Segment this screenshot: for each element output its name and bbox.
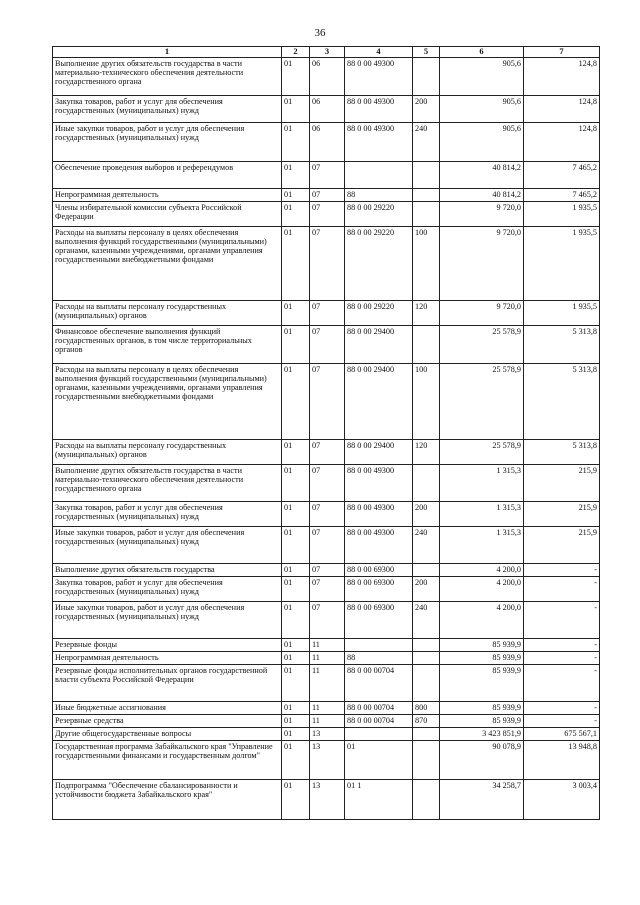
row-amount-2: 5 313,8 <box>524 363 600 439</box>
row-name: Непрограммная деятельность <box>53 188 282 201</box>
row-expense-type: 200 <box>413 501 440 526</box>
table-row <box>53 201 600 226</box>
row-expense-type <box>413 740 440 779</box>
row-amount-2: 215,9 <box>524 464 600 501</box>
row-amount-2: 215,9 <box>524 501 600 526</box>
row-section: 01 <box>282 439 310 464</box>
row-target-article: 01 1 <box>345 779 413 819</box>
table-row <box>53 576 600 601</box>
row-subsection: 07 <box>310 325 345 363</box>
row-amount: 905,6 <box>440 95 524 122</box>
row-section: 01 <box>282 651 310 664</box>
row-subsection: 07 <box>310 601 345 638</box>
row-target-article <box>345 727 413 740</box>
row-section: 01 <box>282 188 310 201</box>
row-subsection: 06 <box>310 122 345 161</box>
row-amount: 1 315,3 <box>440 464 524 501</box>
row-amount: 9 720,0 <box>440 201 524 226</box>
row-target-article: 88 0 00 49300 <box>345 464 413 501</box>
row-name: Другие общегосударственные вопросы <box>53 727 282 740</box>
row-amount: 4 200,0 <box>440 601 524 638</box>
row-amount: 85 939,9 <box>440 664 524 701</box>
row-expense-type: 100 <box>413 226 440 300</box>
row-expense-type: 200 <box>413 95 440 122</box>
row-amount-2: 215,9 <box>524 526 600 563</box>
column-header: 1 <box>53 47 282 58</box>
row-section: 01 <box>282 714 310 727</box>
row-amount: 40 814,2 <box>440 161 524 188</box>
row-amount-2: - <box>524 701 600 714</box>
row-name: Члены избирательной комиссии субъекта Российской Федерации <box>53 201 282 226</box>
row-section: 01 <box>282 664 310 701</box>
row-amount: 90 078,9 <box>440 740 524 779</box>
row-name: Выполнение других обязательств государства в части материально-технического обеспечения деятельности государственного органа <box>53 57 282 95</box>
row-amount: 905,6 <box>440 122 524 161</box>
row-amount-2: 3 003,4 <box>524 779 600 819</box>
column-header: 2 <box>282 47 310 58</box>
table-row <box>53 727 600 740</box>
row-amount-2: 1 935,5 <box>524 300 600 325</box>
row-subsection: 07 <box>310 201 345 226</box>
row-target-article: 88 0 00 49300 <box>345 95 413 122</box>
row-expense-type: 120 <box>413 439 440 464</box>
row-section: 01 <box>282 701 310 714</box>
row-target-article <box>345 161 413 188</box>
row-amount-2: 7 465,2 <box>524 161 600 188</box>
row-target-article: 88 0 00 29220 <box>345 300 413 325</box>
row-name: Выполнение других обязательств государства в части материально-технического обеспечения деятельности государственного органа <box>53 464 282 501</box>
table-row <box>53 95 600 122</box>
table-row <box>53 526 600 563</box>
row-target-article: 88 0 00 29400 <box>345 325 413 363</box>
row-amount-2: 1 935,5 <box>524 226 600 300</box>
column-header: 7 <box>524 47 600 58</box>
row-target-article: 01 <box>345 740 413 779</box>
row-target-article: 88 0 00 00704 <box>345 664 413 701</box>
row-target-article <box>345 638 413 651</box>
row-target-article: 88 0 00 69300 <box>345 601 413 638</box>
row-expense-type <box>413 727 440 740</box>
row-name: Иные закупки товаров, работ и услуг для обеспечения государственных (муниципальных) нужд <box>53 601 282 638</box>
row-amount: 9 720,0 <box>440 300 524 325</box>
row-amount-2: 124,8 <box>524 57 600 95</box>
row-amount: 905,6 <box>440 57 524 95</box>
row-name: Закупка товаров, работ и услуг для обеспечения государственных (муниципальных) нужд <box>53 501 282 526</box>
table-row <box>53 188 600 201</box>
row-expense-type <box>413 161 440 188</box>
column-header: 3 <box>310 47 345 58</box>
row-amount: 85 939,9 <box>440 714 524 727</box>
row-amount-2: - <box>524 601 600 638</box>
row-target-article: 88 0 00 69300 <box>345 576 413 601</box>
row-name: Иные закупки товаров, работ и услуг для обеспечения государственных (муниципальных) нужд <box>53 526 282 563</box>
row-amount-2: - <box>524 638 600 651</box>
row-amount-2: 5 313,8 <box>524 325 600 363</box>
row-subsection: 11 <box>310 714 345 727</box>
table-row <box>53 464 600 501</box>
row-section: 01 <box>282 325 310 363</box>
row-section: 01 <box>282 122 310 161</box>
row-target-article: 88 <box>345 651 413 664</box>
row-amount-2: 124,8 <box>524 95 600 122</box>
row-name: Государственная программа Забайкальского края "Управление государственными финансами и государственным долгом" <box>53 740 282 779</box>
row-expense-type <box>413 664 440 701</box>
row-amount: 1 315,3 <box>440 501 524 526</box>
row-amount: 4 200,0 <box>440 576 524 601</box>
row-name: Расходы на выплаты персоналу государственных (муниципальных) органов <box>53 300 282 325</box>
row-subsection: 11 <box>310 651 345 664</box>
row-amount: 34 258,7 <box>440 779 524 819</box>
row-amount: 1 315,3 <box>440 526 524 563</box>
row-expense-type: 240 <box>413 526 440 563</box>
row-expense-type <box>413 188 440 201</box>
row-subsection: 13 <box>310 740 345 779</box>
row-amount-2: 1 935,5 <box>524 201 600 226</box>
row-amount: 40 814,2 <box>440 188 524 201</box>
table-body <box>53 57 600 819</box>
row-expense-type <box>413 57 440 95</box>
row-name: Расходы на выплаты персоналу в целях обеспечения выполнения функций государственными (муниципальными) органами, казенными учреждениями, органами управления государственными внебюджетными фондами <box>53 363 282 439</box>
row-amount: 25 578,9 <box>440 363 524 439</box>
row-name: Расходы на выплаты персоналу в целях обеспечения выполнения функций государственными (муниципальными) органами, казенными учреждениями, органами управления государственными внебюджетными фондами <box>53 226 282 300</box>
row-name: Резервные фонды <box>53 638 282 651</box>
row-expense-type <box>413 464 440 501</box>
row-expense-type: 100 <box>413 363 440 439</box>
row-subsection: 07 <box>310 161 345 188</box>
row-section: 01 <box>282 501 310 526</box>
row-name: Иные бюджетные ассигнования <box>53 701 282 714</box>
row-amount: 4 200,0 <box>440 563 524 576</box>
row-section: 01 <box>282 95 310 122</box>
row-target-article: 88 0 00 49300 <box>345 526 413 563</box>
table-row <box>53 701 600 714</box>
row-name: Закупка товаров, работ и услуг для обеспечения государственных (муниципальных) нужд <box>53 576 282 601</box>
row-amount-2: 5 313,8 <box>524 439 600 464</box>
row-subsection: 07 <box>310 464 345 501</box>
row-amount-2: - <box>524 563 600 576</box>
row-target-article: 88 0 00 29220 <box>345 226 413 300</box>
row-section: 01 <box>282 638 310 651</box>
row-subsection: 11 <box>310 638 345 651</box>
table-row <box>53 122 600 161</box>
row-subsection: 07 <box>310 300 345 325</box>
table-row <box>53 779 600 819</box>
row-subsection: 07 <box>310 188 345 201</box>
row-section: 01 <box>282 363 310 439</box>
row-target-article: 88 0 00 69300 <box>345 563 413 576</box>
table-row <box>53 325 600 363</box>
row-amount-2: - <box>524 576 600 601</box>
table-row <box>53 664 600 701</box>
row-name: Финансовое обеспечение выполнения функций государственных органов, в том числе территориальных органов <box>53 325 282 363</box>
row-section: 01 <box>282 779 310 819</box>
row-amount-2: 675 567,1 <box>524 727 600 740</box>
row-expense-type <box>413 325 440 363</box>
row-target-article: 88 0 00 29400 <box>345 363 413 439</box>
table-row <box>53 601 600 638</box>
row-section: 01 <box>282 727 310 740</box>
header-row <box>53 47 600 58</box>
row-name: Иные закупки товаров, работ и услуг для обеспечения государственных (муниципальных) нужд <box>53 122 282 161</box>
row-target-article: 88 0 00 29220 <box>345 201 413 226</box>
row-subsection: 06 <box>310 57 345 95</box>
row-amount: 3 423 851,9 <box>440 727 524 740</box>
row-subsection: 07 <box>310 439 345 464</box>
column-header: 5 <box>413 47 440 58</box>
row-section: 01 <box>282 161 310 188</box>
row-target-article: 88 0 00 49300 <box>345 122 413 161</box>
row-section: 01 <box>282 57 310 95</box>
row-subsection: 13 <box>310 727 345 740</box>
row-amount-2: 124,8 <box>524 122 600 161</box>
table-row <box>53 161 600 188</box>
row-name: Резервные фонды исполнительных органов государственной власти субъекта Российской Федерации <box>53 664 282 701</box>
row-subsection: 07 <box>310 501 345 526</box>
table-row <box>53 714 600 727</box>
table-row <box>53 439 600 464</box>
row-subsection: 07 <box>310 226 345 300</box>
row-expense-type: 800 <box>413 701 440 714</box>
row-amount-2: - <box>524 714 600 727</box>
row-section: 01 <box>282 563 310 576</box>
row-expense-type <box>413 651 440 664</box>
row-expense-type <box>413 201 440 226</box>
table-row <box>53 501 600 526</box>
row-name: Обеспечение проведения выборов и референдумов <box>53 161 282 188</box>
table-row <box>53 563 600 576</box>
row-name: Резервные средства <box>53 714 282 727</box>
row-amount: 85 939,9 <box>440 651 524 664</box>
row-subsection: 13 <box>310 779 345 819</box>
row-expense-type <box>413 638 440 651</box>
row-subsection: 07 <box>310 576 345 601</box>
row-expense-type: 200 <box>413 576 440 601</box>
row-section: 01 <box>282 576 310 601</box>
row-amount-2: 7 465,2 <box>524 188 600 201</box>
row-amount-2: - <box>524 651 600 664</box>
row-expense-type: 240 <box>413 122 440 161</box>
row-target-article: 88 0 00 00704 <box>345 714 413 727</box>
row-name: Выполнение других обязательств государства <box>53 563 282 576</box>
row-section: 01 <box>282 201 310 226</box>
row-amount: 9 720,0 <box>440 226 524 300</box>
row-subsection: 11 <box>310 701 345 714</box>
table-row <box>53 300 600 325</box>
row-amount: 25 578,9 <box>440 439 524 464</box>
row-amount-2: - <box>524 664 600 701</box>
row-section: 01 <box>282 526 310 563</box>
row-amount: 85 939,9 <box>440 638 524 651</box>
column-header: 6 <box>440 47 524 58</box>
row-section: 01 <box>282 300 310 325</box>
row-section: 01 <box>282 464 310 501</box>
row-section: 01 <box>282 226 310 300</box>
row-amount: 25 578,9 <box>440 325 524 363</box>
row-target-article: 88 <box>345 188 413 201</box>
row-expense-type: 120 <box>413 300 440 325</box>
page-number: 36 <box>314 27 326 39</box>
table-row <box>53 363 600 439</box>
row-subsection: 07 <box>310 526 345 563</box>
row-section: 01 <box>282 601 310 638</box>
row-name: Расходы на выплаты персоналу государственных (муниципальных) органов <box>53 439 282 464</box>
row-target-article: 88 0 00 29400 <box>345 439 413 464</box>
table-row <box>53 226 600 300</box>
row-amount: 85 939,9 <box>440 701 524 714</box>
row-name: Закупка товаров, работ и услуг для обеспечения государственных (муниципальных) нужд <box>53 95 282 122</box>
row-name: Подпрограмма "Обеспечение сбалансированности и устойчивости бюджета Забайкальского края" <box>53 779 282 819</box>
table-row <box>53 638 600 651</box>
row-subsection: 07 <box>310 363 345 439</box>
column-header: 4 <box>345 47 413 58</box>
row-subsection: 11 <box>310 664 345 701</box>
row-expense-type <box>413 779 440 819</box>
row-expense-type <box>413 563 440 576</box>
budget-table <box>52 46 600 820</box>
table-row <box>53 651 600 664</box>
row-target-article: 88 0 00 49300 <box>345 57 413 95</box>
table-row <box>53 57 600 95</box>
row-name: Непрограммная деятельность <box>53 651 282 664</box>
row-target-article: 88 0 00 00704 <box>345 701 413 714</box>
row-subsection: 07 <box>310 563 345 576</box>
table-row <box>53 740 600 779</box>
row-section: 01 <box>282 740 310 779</box>
row-amount-2: 13 948,8 <box>524 740 600 779</box>
row-expense-type: 870 <box>413 714 440 727</box>
row-target-article: 88 0 00 49300 <box>345 501 413 526</box>
row-expense-type: 240 <box>413 601 440 638</box>
row-subsection: 06 <box>310 95 345 122</box>
